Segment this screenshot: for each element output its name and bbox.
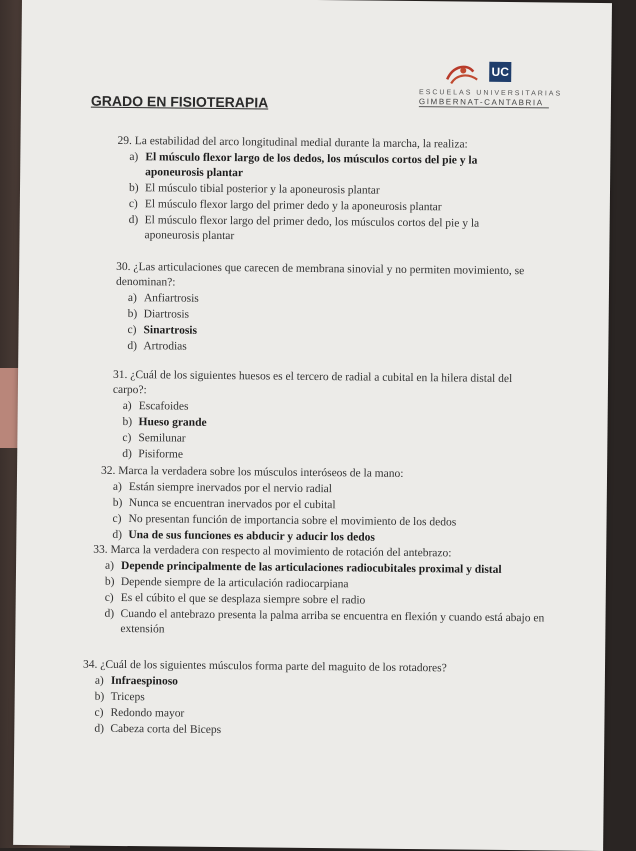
logo-swirl-icon — [443, 61, 483, 87]
option-b: b) Depende siempre de la articulación radiocarpiana — [104, 575, 349, 591]
option-d: d) El músculo flexor largo del primer dedo, los músculos cortos del pie y la aponeurosis plantar — [128, 214, 480, 243]
exam-sheet — [13, 0, 612, 851]
question-stem: 31. ¿Cuál de los siguientes huesos es el tercero de radial a cubital en la hilera distal del carpo?: — [112, 368, 513, 397]
option-a: a) Infraespinoso — [94, 674, 179, 688]
option-c: c) Es el cúbito el que se desplaza siempre sobre el radio — [104, 591, 366, 607]
option-b: b) Hueso grande — [122, 415, 207, 429]
question-stem: 29. La estabilidad del arco longitudinal medial durante la marcha, la realiza: — [117, 134, 468, 151]
option-a: a) Escafoides — [122, 399, 189, 413]
option-a: a) El músculo flexor largo de los dedos, los músculos cortos del pie y la aponeurosis plantar — [129, 151, 478, 180]
logo-text-line2: GIMBERNAT-CANTABRIA — [419, 97, 549, 108]
question-stem: 33. Marca la verdadera con respecto al movimiento de rotación del antebrazo: — [93, 543, 452, 560]
option-c: c) Redondo mayor — [94, 706, 185, 720]
option-c: c) Sinartrosis — [127, 324, 198, 337]
question-32 — [100, 464, 541, 548]
question-stem: 30. ¿Las articulaciones que carecen de membrana sinovial y no permiten movimiento, se denominan?: — [115, 260, 525, 289]
question-30 — [115, 260, 546, 358]
option-d: d) Cabeza corta del Biceps — [94, 722, 222, 737]
option-b: b) El músculo tibial posterior y la aponeurosis plantar — [128, 182, 380, 197]
option-b: b) Diartrosis — [127, 308, 190, 321]
logo-text-line1: ESCUELAS UNIVERSITARIAS — [418, 89, 563, 98]
option-c: c) El músculo flexor largo del primer dedo y la aponeurosis plantar — [128, 198, 442, 214]
option-d: d) Artrodias — [127, 340, 187, 353]
question-33 — [92, 543, 563, 642]
university-logo — [418, 57, 563, 110]
question-stem: 34. ¿Cuál de los siguientes músculos forma parte del maguito de los rotadores? — [82, 658, 447, 675]
uc-logo-mark: UC — [489, 62, 511, 82]
question-34 — [82, 658, 553, 742]
option-d: d) Cuando el antebrazo presenta la palma arriba se encuentra en flexión y cuando está abajo en extensión — [104, 607, 545, 636]
option-a: a) Anfiartrosis — [127, 292, 199, 305]
question-stem: 32. Marca la verdadera sobre los músculos interóseos de la mano: — [100, 464, 404, 480]
option-b: b) Triceps — [94, 690, 145, 704]
option-c: c) No presentan función de importancia sobre el movimiento de los dedos — [112, 512, 457, 529]
option-a: a) Depende principalmente de las articulaciones radiocubitales proximal y distal — [105, 559, 502, 576]
question-29 — [116, 134, 537, 247]
question-31 — [112, 368, 543, 466]
option-b: b) Nunca se encuentran inervados por el cubital — [112, 496, 336, 512]
option-c: c) Semilunar — [122, 431, 186, 445]
option-d: d) Pisiforme — [122, 447, 184, 461]
option-a: a) Están siempre inervados por el nervio radial — [112, 480, 333, 496]
option-d: d) Una de sus funciones es abducir y aducir los dedos — [112, 528, 375, 544]
page-title: GRADO EN FISIOTERAPIA — [90, 92, 269, 111]
